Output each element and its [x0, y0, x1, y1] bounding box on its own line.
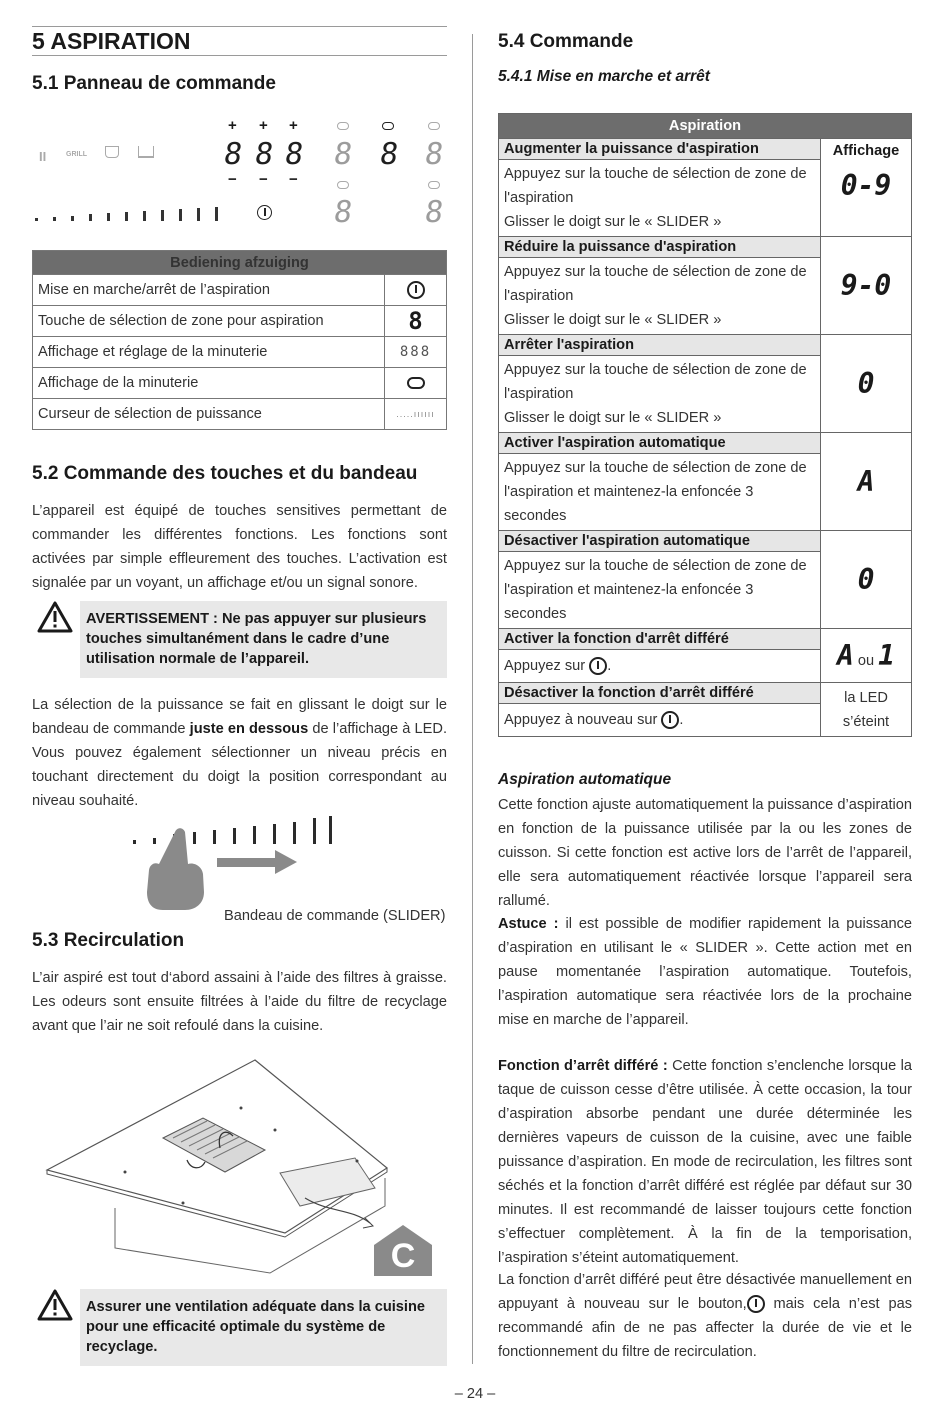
plus-mark: +	[228, 117, 237, 134]
power-icon	[589, 657, 607, 675]
title-rule	[32, 55, 447, 56]
zone-digit: 8	[422, 137, 446, 172]
grill-icon: GRILL	[66, 151, 87, 158]
bediening-table	[32, 250, 447, 430]
row-heading: Désactiver l'aspiration automatique	[499, 531, 821, 552]
power-icon	[257, 205, 272, 220]
paragraph: Fonction d’arrêt différé : Cette fonction s’enclenche lorsque la taque de cuisson cesse d’être utilisée. À cette occasion, la tour d’aspiration absorbe pendant une durée déterminée les dernières vapeurs de cuisson de la cuisine, avec une faible puissance d’aspiration. En mode de recirculation, les filtres sont séchés et la fonction d’arrêt différé est réglée par défaut sur 30 minutes. Il est recommandé de laisser toujours cette fonction s’effectuer complètement. À la fin de la temporisation, l’aspiration s’éteint automatiquement.	[498, 1058, 912, 1266]
timer-digits-icon: 888	[385, 337, 447, 368]
table-cell: Affichage et réglage de la minuterie	[33, 337, 385, 368]
slider-hand-illustration	[125, 812, 340, 912]
display-value: 0-9	[840, 169, 892, 202]
pause-icon: II	[39, 149, 47, 164]
paragraph: L’appareil est équipé de touches sensitives permettant de commander les différentes fonctions. Les fonctions sont activées par simple effleurement des touches. L’activation est signalée par un voyant, un affichage et/ou un signal sonore.	[32, 503, 447, 591]
column-header: Affichage	[832, 143, 900, 159]
warning-icon	[36, 600, 74, 634]
display-value: 0	[821, 531, 912, 629]
column-divider	[472, 34, 473, 1364]
paragraph: L’air aspiré est tout d‘abord assaini à l’aide des filtres à graisse. Les odeurs sont ensuite filtrées à l’aide du filtre de recyclage avant que l’air ne soit refoulé dans la cuisine.	[32, 970, 447, 1034]
row-heading: Activer l'aspiration automatique	[499, 433, 821, 454]
top-rule	[32, 26, 447, 27]
paragraph: La sélection de la puissance se fait en glissant le doigt sur le bandeau de commande juste en dessous de l’affichage à LED. Vous pouvez également sélectionner un niveau précis en touchant directement du doigt la position correspondant au niveau souhaité.	[32, 697, 447, 809]
display-value: 0	[821, 335, 912, 433]
display-value: la LED s’éteint	[821, 683, 912, 737]
clock-icon	[382, 122, 394, 130]
row-body: Appuyez sur .	[499, 650, 821, 683]
power-icon	[661, 711, 679, 729]
display-value: A	[821, 433, 912, 531]
minus-mark: −	[228, 171, 237, 188]
section-title: 5 ASPIRATION	[32, 28, 191, 54]
row-body: Appuyez sur la touche de sélection de zone de l'aspiration Glisser le doigt sur le « SLIDER »	[499, 356, 821, 433]
table-cell: Touche de sélection de zone pour aspiration	[33, 306, 385, 337]
timer-digit: 8	[221, 137, 245, 172]
plus-mark: +	[289, 117, 298, 134]
slider-icon: .....ıııııı	[385, 399, 447, 430]
table-cell: Curseur de sélection de puissance	[33, 399, 385, 430]
row-body: Appuyez à nouveau sur .	[499, 704, 821, 737]
warning-box: AVERTISSEMENT : Ne pas appuyer sur plusieurs touches simultanément dans le cadre d’une utilisation normale de l’appareil.	[80, 601, 447, 678]
zone-digit: 8	[422, 195, 446, 230]
row-heading: Désactiver la fonction d’arrêt différé	[499, 683, 821, 704]
table-cell: Affichage de la minuterie	[33, 368, 385, 399]
row-heading: Arrêter l'aspiration	[499, 335, 821, 356]
table-cell: Mise en marche/arrêt de l’aspiration	[33, 275, 385, 306]
table-header: Bediening afzuiging	[33, 251, 447, 275]
row-body: Appuyez sur la touche de sélection de zone de l'aspiration Glisser le doigt sur le « SLIDER »	[499, 258, 821, 335]
power-icon	[747, 1295, 765, 1313]
aspiration-table	[498, 113, 912, 737]
slider-caption: Bandeau de commande (SLIDER)	[224, 908, 446, 924]
row-body: Appuyez sur la touche de sélection de zone de l'aspiration et maintenez-la enfoncée 3 secondes	[499, 454, 821, 531]
warning-box: Assurer une ventilation adéquate dans la cuisine pour une efficacité optimale du système de recyclage.	[80, 1289, 447, 1366]
power-icon	[385, 275, 447, 306]
clock-icon	[337, 122, 349, 130]
paragraph: Astuce : il est possible de modifier rapidement la puissance d’aspiration en utilisant le « SLIDER ». Cette action met en pause momentanée l’aspiration automatique. Toutefois, l’aspiration automatique sera réactivée lors de la prochaine mise en marche de l’appareil.	[498, 916, 913, 1028]
zone-digit: 8	[331, 195, 355, 230]
row-heading: Réduire la puissance d'aspiration	[499, 237, 821, 258]
minus-mark: −	[259, 171, 268, 188]
display-value: 9-0	[821, 237, 912, 335]
heading-auto: Aspiration automatique	[498, 771, 672, 788]
page-number: – 24 –	[454, 1386, 496, 1402]
clock-icon	[428, 122, 440, 130]
row-heading: Augmenter la puissance d'aspiration	[499, 139, 821, 160]
row-body: Appuyez sur la touche de sélection de zone de l'aspiration et maintenez-la enfoncée 3 secondes	[499, 552, 821, 629]
recirculation-badge	[374, 1225, 432, 1276]
display-value: A ou 1	[821, 629, 912, 683]
slider-bar	[35, 203, 225, 221]
zone-digit: 8	[377, 137, 401, 172]
row-body: Appuyez sur la touche de sélection de zone de l'aspiration Glisser le doigt sur le « SLIDER »	[499, 160, 821, 237]
timer-digit: 8	[252, 137, 276, 172]
pot-icon	[105, 146, 119, 158]
control-panel-illustration	[32, 115, 447, 235]
keep-warm-icon	[138, 146, 154, 158]
warning-icon	[36, 1288, 74, 1322]
table-header: Aspiration	[499, 114, 912, 139]
timer-digit: 8	[282, 137, 306, 172]
heading-5-2: 5.2 Commande des touches et du bandeau	[32, 463, 418, 484]
minus-mark: −	[289, 171, 298, 188]
zone-digit: 8	[331, 137, 355, 172]
display-column	[821, 139, 912, 237]
paragraph: Cette fonction ajuste automatiquement la puissance d’aspiration en fonction de la puissance utilisée par la ou les zones de cuisson. Si cette fonction est active lors de l’arrêt de l’appareil, elle sera automatiquement réactivée lorsque l’appareil sera rallumé.	[498, 797, 912, 909]
clock-icon	[385, 368, 447, 399]
row-heading: Activer la fonction d'arrêt différé	[499, 629, 821, 650]
heading-5-3: 5.3 Recirculation	[32, 930, 185, 951]
heading-5-4: 5.4 Commande	[498, 31, 634, 52]
heading-5-4-1: 5.4.1 Mise en marche et arrêt	[498, 68, 710, 85]
badge-letter: C	[390, 1237, 416, 1275]
segment-8-icon: 8	[385, 306, 447, 337]
paragraph: La fonction d’arrêt différé peut être désactivée manuellement en appuyant à nouveau sur le bouton, mais cela n’est pas recommandé afin de ne pas affecter la durée de vie et le fonctionnement du filtre de recirculation.	[498, 1272, 912, 1360]
clock-icon	[428, 181, 440, 189]
plus-mark: +	[259, 117, 268, 134]
clock-icon	[337, 181, 349, 189]
heading-5-1: 5.1 Panneau de commande	[32, 73, 276, 94]
